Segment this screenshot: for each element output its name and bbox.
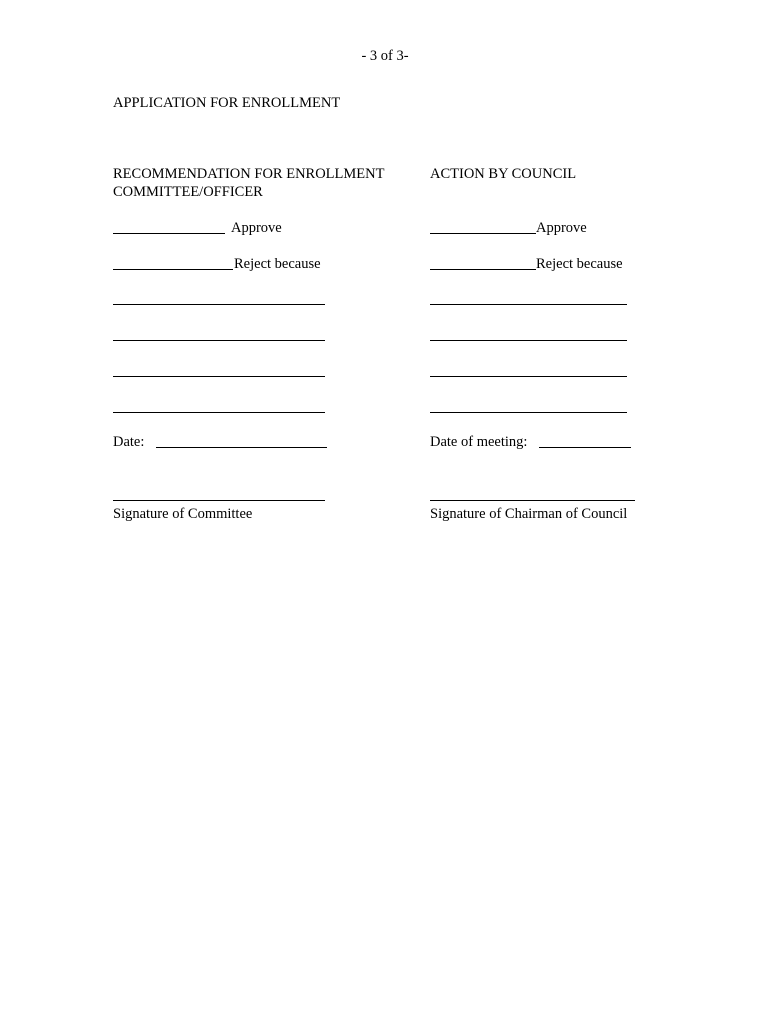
council-reason-line[interactable] bbox=[430, 376, 627, 377]
committee-reason-line[interactable] bbox=[113, 340, 325, 341]
committee-reject-label: Reject because bbox=[234, 256, 321, 272]
chairman-signature-field[interactable] bbox=[430, 500, 635, 501]
committee-approve-blank[interactable] bbox=[113, 233, 225, 234]
council-meeting-date-label: Date of meeting: bbox=[430, 434, 528, 450]
committee-heading-line-2: COMMITTEE/OFFICER bbox=[113, 184, 263, 200]
committee-signature-label: Signature of Committee bbox=[113, 506, 253, 522]
page-number: - 3 of 3- bbox=[361, 48, 409, 64]
committee-section-heading bbox=[113, 165, 413, 201]
council-reason-line[interactable] bbox=[430, 340, 627, 341]
committee-heading-line-1: RECOMMENDATION FOR ENROLLMENT bbox=[113, 166, 385, 182]
committee-reject-blank[interactable] bbox=[113, 269, 233, 270]
council-approve-label: Approve bbox=[536, 220, 587, 236]
committee-date-label: Date: bbox=[113, 434, 145, 450]
council-reject-label: Reject because bbox=[536, 256, 623, 272]
committee-reason-line[interactable] bbox=[113, 304, 325, 305]
committee-date-field[interactable] bbox=[156, 447, 327, 448]
council-reason-line[interactable] bbox=[430, 304, 627, 305]
council-meeting-date-field[interactable] bbox=[539, 447, 631, 448]
document-title: APPLICATION FOR ENROLLMENT bbox=[113, 95, 341, 111]
council-reject-blank[interactable] bbox=[430, 269, 536, 270]
council-approve-blank[interactable] bbox=[430, 233, 536, 234]
chairman-signature-label: Signature of Chairman of Council bbox=[430, 506, 628, 522]
committee-reason-line[interactable] bbox=[113, 376, 325, 377]
committee-approve-label: Approve bbox=[231, 220, 282, 236]
committee-reason-line[interactable] bbox=[113, 412, 325, 413]
council-reason-line[interactable] bbox=[430, 412, 627, 413]
committee-signature-field[interactable] bbox=[113, 500, 325, 501]
council-section-heading: ACTION BY COUNCIL bbox=[430, 166, 577, 182]
